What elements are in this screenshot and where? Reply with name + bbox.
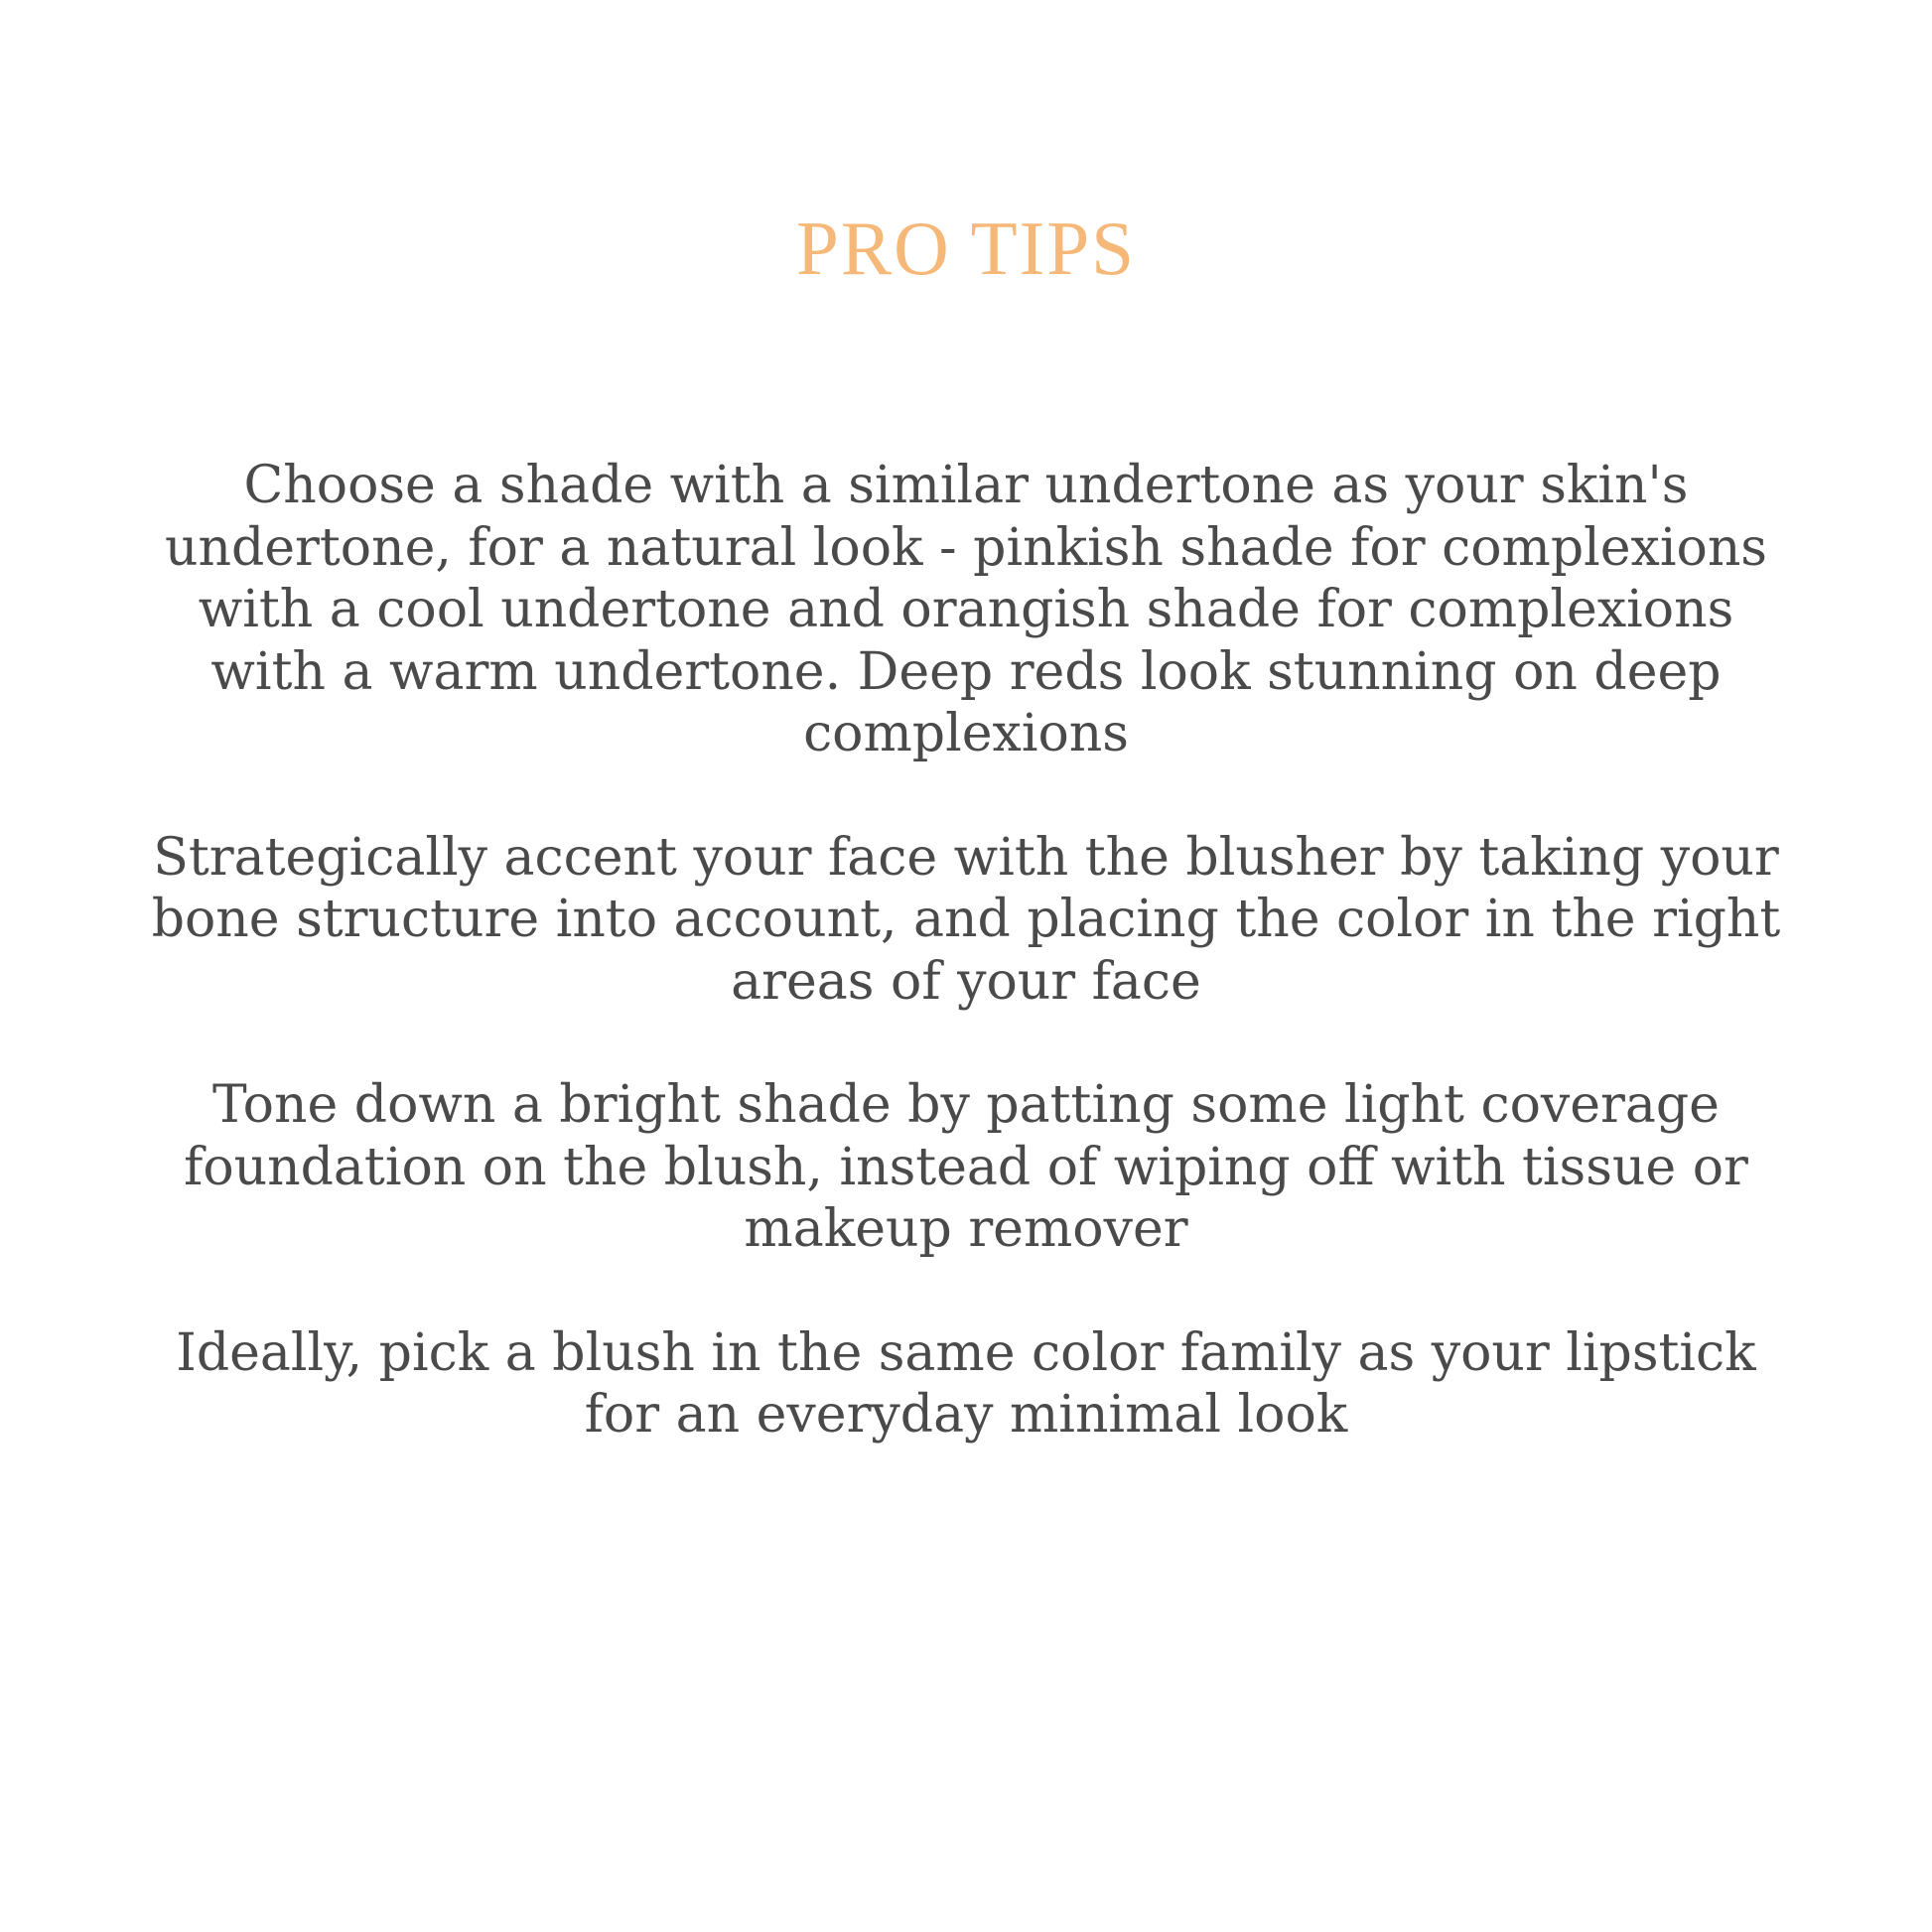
tip-paragraph-1: Choose a shade with a similar undertone as your skin's undertone, for a natural look - pinkish shade for complexions with a cool undertone and orangish shade for complexions with a warm undertone. Deep reds look stunning on deep complexions [164,456,1767,763]
tip-paragraph-2: Strategically accent your face with the blusher by taking your bone structure into account, and placing the color in the right areas of your face [151,827,1781,1012]
page-title: PRO TIPS [796,206,1136,291]
tip-paragraph-4: Ideally, pick a blush in the same color family as your lipstick for an everyday minimal look [176,1322,1756,1445]
tips-list [149,455,1783,1508]
tip-paragraph-3: Tone down a bright shade by patting some light coverage foundation on the blush, instead of wiping off with tissue or makeup remover [184,1075,1748,1259]
